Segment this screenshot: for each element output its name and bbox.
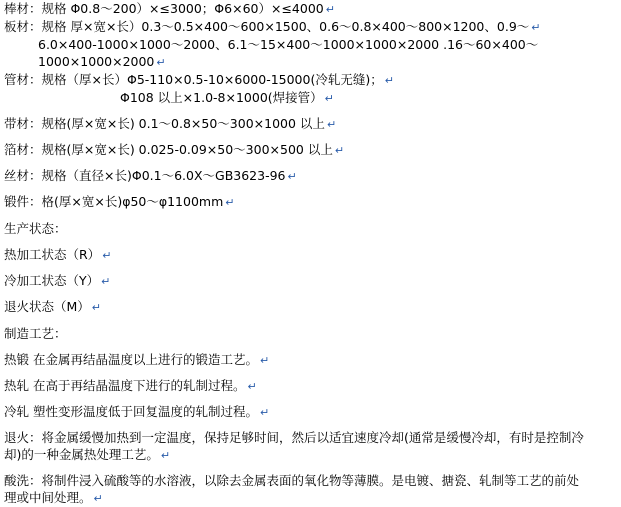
paragraph-mark: ↵ bbox=[93, 492, 103, 505]
paragraph-mark: ↵ bbox=[259, 354, 270, 367]
section-heading: 生产状态： bbox=[4, 221, 67, 236]
paragraph-mark: ↵ bbox=[324, 92, 334, 105]
process-block bbox=[0, 324, 621, 507]
state-item-cold-work bbox=[0, 272, 621, 290]
spec-text: 板材：规格 厚×宽×长）0.3～0.5×400～600×1500、0.6～0.8×400～800×1200、0.9～ bbox=[4, 19, 530, 34]
process-text: 热轧 在高于再结晶温度下进行的轧制过程。 bbox=[4, 378, 246, 393]
spec-line-strip bbox=[0, 115, 621, 133]
spec-line-plate-1 bbox=[0, 18, 621, 36]
paragraph-mark: ↵ bbox=[531, 21, 541, 34]
paragraph-text: 酸洗：将制件浸入硫酸等的水溶液，以除去金属表面的氧化物等薄膜。是电镀、搪瓷、轧制等工艺的前处 bbox=[4, 473, 580, 488]
spacer bbox=[0, 107, 621, 115]
paragraph-mark: ↵ bbox=[225, 196, 235, 209]
process-item-hot-roll bbox=[0, 377, 621, 395]
spec-text: 丝材：规格（直径×长)Φ0.1～6.0X～GB3623-96 bbox=[4, 168, 286, 183]
spec-text: 管材：规格（厚×长）Φ5-110×0.5-10×6000-15000(冷轧无缝)； bbox=[4, 72, 383, 87]
paragraph-mark: ↵ bbox=[287, 170, 297, 183]
spacer bbox=[0, 464, 621, 472]
spacer bbox=[0, 159, 621, 167]
spec-text: 箔材：规格(厚×宽×长) 0.025-0.09×50～300×500 以上 bbox=[4, 142, 333, 157]
spec-line-wire bbox=[0, 167, 621, 185]
state-text: 退火状态（M） bbox=[4, 299, 90, 314]
section-heading: 制造工艺： bbox=[4, 326, 67, 341]
paragraph-mark: ↵ bbox=[259, 406, 270, 419]
paragraph-mark: ↵ bbox=[101, 275, 111, 288]
spec-line-plate-2 bbox=[0, 36, 621, 71]
spacer bbox=[0, 264, 621, 272]
paragraph-mark: ↵ bbox=[91, 301, 102, 314]
specifications-block bbox=[0, 0, 621, 211]
spacer bbox=[0, 133, 621, 141]
spec-text: 6.0×400-1000×1000～2000、6.1～15×400～1000×1000×2000 .16～60×400～1000×1000×2000 bbox=[38, 37, 539, 69]
spacer bbox=[0, 316, 621, 324]
process-paragraph-pickling bbox=[0, 472, 621, 507]
spec-line-tube-1 bbox=[0, 71, 621, 89]
paragraph-mark: ↵ bbox=[325, 3, 335, 16]
state-item-anneal bbox=[0, 298, 621, 316]
state-text: 热加工状态（R） bbox=[4, 247, 101, 262]
paragraph-mark: ↵ bbox=[156, 56, 166, 69]
spec-text: 带材：规格(厚×宽×长) 0.1～0.8×50～300×1000 以上 bbox=[4, 116, 325, 131]
paragraph-line bbox=[4, 489, 621, 507]
paragraph-line bbox=[4, 446, 621, 464]
spec-text: Φ108 以上×1.0-8×1000(焊接管） bbox=[120, 90, 323, 105]
spacer bbox=[0, 421, 621, 429]
production-state-block bbox=[0, 219, 621, 316]
spec-line-foil bbox=[0, 141, 621, 159]
production-state-title bbox=[0, 219, 621, 238]
spacer bbox=[0, 185, 621, 193]
paragraph-mark: ↵ bbox=[384, 74, 394, 87]
spec-line-bar bbox=[0, 0, 621, 18]
spacer bbox=[0, 238, 621, 246]
spec-line-tube-2 bbox=[0, 89, 621, 107]
state-text: 冷加工状态（Y） bbox=[4, 273, 100, 288]
paragraph-mark: ↵ bbox=[326, 118, 337, 131]
spec-text: 棒材：规格 Φ0.8～200）×≤3000；Φ6×60）×≤4000 bbox=[4, 1, 324, 16]
process-item-cold-roll bbox=[0, 403, 621, 421]
process-title bbox=[0, 324, 621, 343]
paragraph-text: 退火：将金属缓慢加热到一定温度，保持足够时间，然后以适宜速度冷却(通常是缓慢冷却，有时是控制冷 bbox=[4, 430, 584, 445]
paragraph-mark: ↵ bbox=[334, 144, 345, 157]
spacer bbox=[0, 211, 621, 219]
spec-line-forging bbox=[0, 193, 621, 211]
paragraph-text: 却)的一种金属热处理工艺。 bbox=[4, 447, 159, 462]
spacer bbox=[0, 395, 621, 403]
spacer bbox=[0, 369, 621, 377]
process-item-hot-forge bbox=[0, 351, 621, 369]
spec-text: 锻件：格(厚×宽×长)φ50～φ1100mm bbox=[4, 194, 224, 209]
process-text: 热锻 在金属再结晶温度以上进行的锻造工艺。 bbox=[4, 352, 258, 367]
spacer bbox=[0, 343, 621, 351]
paragraph-line bbox=[4, 429, 621, 446]
paragraph-mark: ↵ bbox=[102, 249, 112, 262]
process-paragraph-anneal bbox=[0, 429, 621, 464]
paragraph-text: 理或中间处理。 bbox=[4, 490, 92, 505]
paragraph-mark: ↵ bbox=[160, 449, 171, 462]
process-text: 冷轧 塑性变形温度低于回复温度的轧制过程。 bbox=[4, 404, 258, 419]
spacer bbox=[0, 290, 621, 298]
paragraph-mark: ↵ bbox=[247, 380, 257, 393]
state-item-hot-work bbox=[0, 246, 621, 264]
